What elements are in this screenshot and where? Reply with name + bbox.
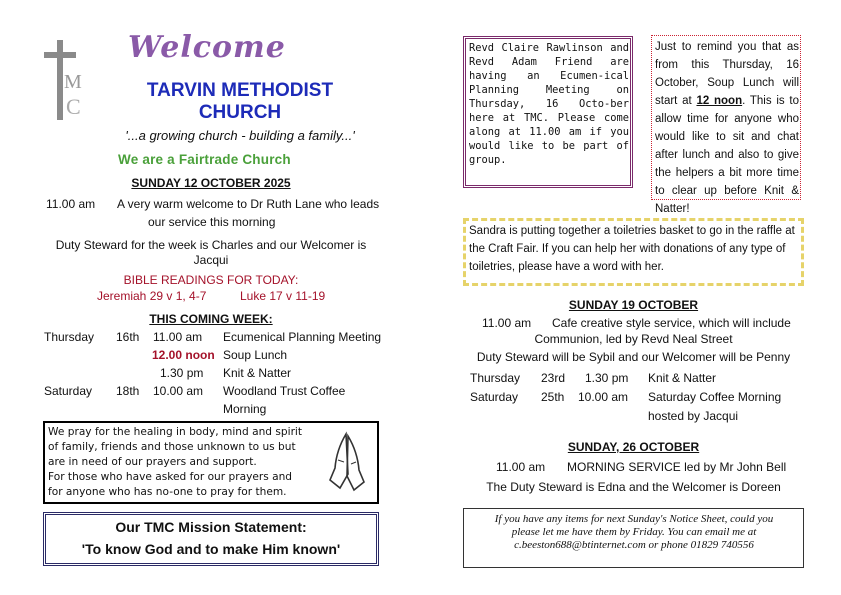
sunday12-heading: SUNDAY 12 OCTOBER 2025 xyxy=(131,176,291,190)
sunday19-row-2-day: Saturday xyxy=(470,390,519,404)
sunday19-time: 11.00 am xyxy=(482,316,532,330)
week-row-1-time: 11.00 am xyxy=(153,330,203,344)
footer-line: If you have any items for next Sunday's Notice Sheet, could you xyxy=(494,513,774,525)
sunday26-time: 11.00 am xyxy=(496,460,546,474)
sunday19-row-3-event: hosted by Jacqui xyxy=(648,409,739,423)
footer-line: please let me have them by Friday. You can email me at xyxy=(511,526,757,538)
sunday19-row-1-day: Thursday xyxy=(470,371,521,385)
praying-hands-icon xyxy=(326,430,370,494)
sunday12-steward-line2: Jacqui xyxy=(193,253,229,267)
prayer-line: We pray for the healing in body, mind and spirit xyxy=(48,426,303,438)
ecumenical-text: Revd Claire Rawlinson and Revd Adam Friend are having an Ecumen-ical Planning Meeting on Thursday, 16 Octo-ber here at TMC. Please come along at 11.00 am if you would like to be part of group. xyxy=(469,42,629,166)
sunday19-row-2-time: 10.00 am xyxy=(578,390,629,404)
footer-text xyxy=(468,513,800,552)
mission-title: Our TMC Mission Statement: xyxy=(115,519,307,535)
sunday19-row-1-time: 1.30 pm xyxy=(585,371,629,385)
sunday19-row-1-event: Knit & Natter xyxy=(648,371,717,385)
sunday19-service-line1: Cafe creative style service, which will include xyxy=(552,316,791,330)
prayer-line: for anyone who has no-one to pray for them. xyxy=(48,486,287,498)
soup-text-after: . This is to allow time for anyone who would like to sit and chat after lunch and also to give the helpers a bit more time to clear up before Knit & Natter! xyxy=(655,95,799,215)
mission-text: 'To know God and to make Him known' xyxy=(81,541,341,557)
svg-text:C: C xyxy=(66,94,81,119)
week-row-2-event: Soup Lunch xyxy=(223,348,288,362)
week-row-3-event: Knit & Natter xyxy=(223,366,292,380)
prayer-line: are in need of our prayers and support. xyxy=(48,456,257,468)
sunday19-row-1-date: 23rd xyxy=(541,371,566,385)
week-row-1-day: Thursday xyxy=(44,330,95,344)
week-row-1-date: 16th xyxy=(116,330,140,344)
sunday26-heading: SUNDAY, 26 OCTOBER xyxy=(567,440,700,454)
sunday26-steward: The Duty Steward is Edna and the Welcomer is Doreen xyxy=(486,480,781,494)
week-heading: THIS COMING WEEK: xyxy=(149,312,273,326)
fairtrade-statement: We are a Fairtrade Church xyxy=(118,152,291,167)
sunday26-service: MORNING SERVICE led by Mr John Bell xyxy=(567,460,787,474)
sunday19-heading: SUNDAY 19 OCTOBER xyxy=(568,298,699,312)
week-row-4-event: Woodland Trust Coffee xyxy=(223,384,346,398)
soup-lunch-text xyxy=(655,38,799,218)
church-name-line2: CHURCH xyxy=(198,102,282,123)
prayer-line: For those who have asked for our prayers and xyxy=(48,471,293,483)
cross-logo-icon xyxy=(42,38,84,122)
sunday19-steward: Duty Steward will be Sybil and our Welcomer will be Penny xyxy=(476,350,791,364)
sunday12-welcome-line2: our service this morning xyxy=(148,215,276,229)
week-row-4-day: Saturday xyxy=(44,384,93,398)
week-row-2-time: 12.00 noon xyxy=(152,348,215,362)
welcome-banner: Welcome xyxy=(128,30,286,65)
soup-time-emphasis: 12 noon xyxy=(696,95,743,107)
week-row-1-event: Ecumenical Planning Meeting xyxy=(223,330,382,344)
prayer-line: of family, friends and those unknown to us but xyxy=(48,441,296,453)
svg-text:M: M xyxy=(64,71,82,93)
sunday19-row-2-event: Saturday Coffee Morning xyxy=(648,390,782,404)
church-name-line1: TARVIN METHODIST xyxy=(146,80,334,101)
prayer-text xyxy=(48,425,320,500)
reading-first: Jeremiah 29 v 1, 4-7 xyxy=(97,289,207,303)
tagline: '...a growing church - building a family...' xyxy=(125,128,355,143)
week-row-4-time: 10.00 am xyxy=(153,384,204,398)
sunday12-time: 11.00 am xyxy=(46,197,96,211)
reading-second: Luke 17 v 11-19 xyxy=(240,289,326,303)
church-name xyxy=(120,80,360,124)
sunday12-steward-line1: Duty Steward for the week is Charles and our Welcomer is xyxy=(55,238,367,252)
readings-heading: BIBLE READINGS FOR TODAY: xyxy=(123,273,299,287)
soup-text-before: Just to remind you that as from this Thursday, 16 October, Soup Lunch will start at xyxy=(655,41,799,107)
sunday19-row-2-date: 25th xyxy=(541,390,565,404)
toiletries-text: Sandra is putting together a toiletries basket to go in the raffle at the Craft Fair. If you can help her with donations of any type of toiletries, please have a word with her. xyxy=(469,225,795,273)
week-row-3-time: 1.30 pm xyxy=(160,366,204,380)
footer-line: c.beeston688@btinternet.com or phone 01829 740556 xyxy=(514,539,754,551)
week-row-4-date: 18th xyxy=(116,384,140,398)
week-row-5-event: Morning xyxy=(223,402,267,416)
sunday12-welcome-line1: A very warm welcome to Dr Ruth Lane who leads xyxy=(117,197,380,211)
sunday19-service-line2: Communion, led by Revd Neal Street xyxy=(534,332,733,346)
